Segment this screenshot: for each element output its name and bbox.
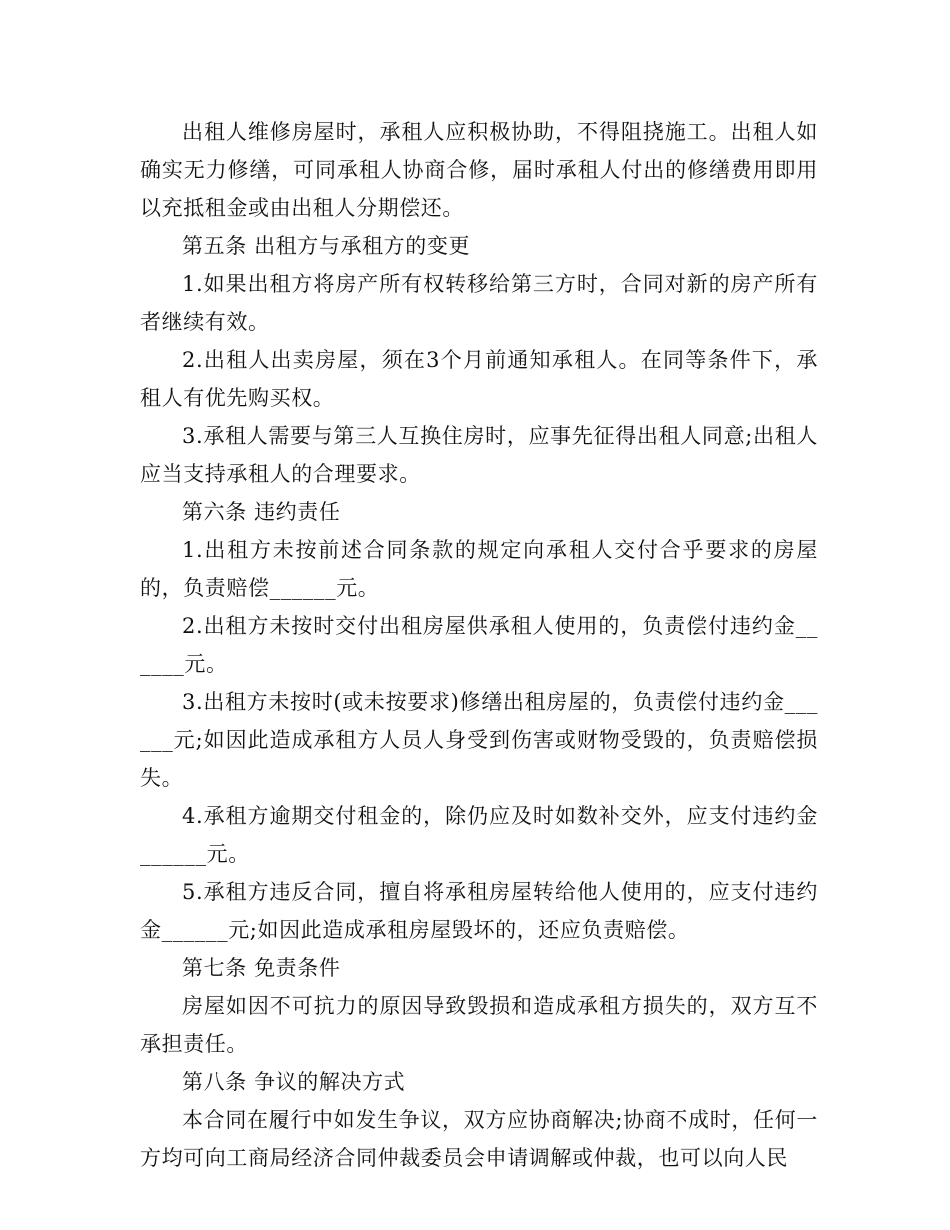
article-6-item-1: 1.出租方未按前述合同条款的规定向承租人交付合乎要求的房屋的，负责赔偿______元。 bbox=[140, 538, 818, 600]
article-8-heading: 第八条 争议的解决方式 bbox=[182, 1070, 406, 1094]
article-5-item-2: 2.出租人出卖房屋，须在3个月前通知承租人。在同等条件下，承租人有优先购买权。 bbox=[140, 348, 818, 410]
article-6-item-5: 5.承租方违反合同，擅自将承租房屋转给他人使用的，应支付违约金______元;如因此造成承租房屋毁坏的，还应负责赔偿。 bbox=[140, 880, 818, 942]
article-8-body: 本合同在履行中如发生争议，双方应协商解决;协商不成时，任何一方均可向工商局经济合同仲裁委员会申请调解或仲裁，也可以向人民 bbox=[140, 1108, 818, 1170]
document-body bbox=[140, 113, 818, 1177]
article-5-item-1: 1.如果出租方将房产所有权转移给第三方时，合同对新的房产所有者继续有效。 bbox=[140, 272, 818, 334]
article-6-heading: 第六条 违约责任 bbox=[182, 500, 341, 524]
article-6-item-2: 2.出租方未按时交付出租房屋供承租人使用的，负责偿付违约金______元。 bbox=[140, 614, 818, 676]
article-5-heading: 第五条 出租方与承租方的变更 bbox=[182, 234, 471, 258]
article-5-item-3: 3.承租人需要与第三人互换住房时，应事先征得出租人同意;出租人应当支持承租人的合理要求。 bbox=[140, 424, 818, 486]
article-7-body: 房屋如因不可抗力的原因导致毁损和造成承租方损失的，双方互不承担责任。 bbox=[140, 994, 818, 1056]
article-6-item-3: 3.出租方未按时(或未按要求)修缮出租房屋的，负责偿付违约金______元;如因此造成承租方人员人身受到伤害或财物受毁的，负责赔偿损失。 bbox=[140, 690, 818, 790]
paragraph-repair-cooperation: 出租人维修房屋时，承租人应积极协助，不得阻挠施工。出租人如确实无力修缮，可同承租人协商合修，届时承租人付出的修缮费用即用以充抵租金或由出租人分期偿还。 bbox=[140, 120, 818, 220]
article-7-heading: 第七条 免责条件 bbox=[182, 956, 341, 980]
article-6-item-4: 4.承租方逾期交付租金的，除仍应及时如数补交外，应支付违约金______元。 bbox=[140, 804, 818, 866]
